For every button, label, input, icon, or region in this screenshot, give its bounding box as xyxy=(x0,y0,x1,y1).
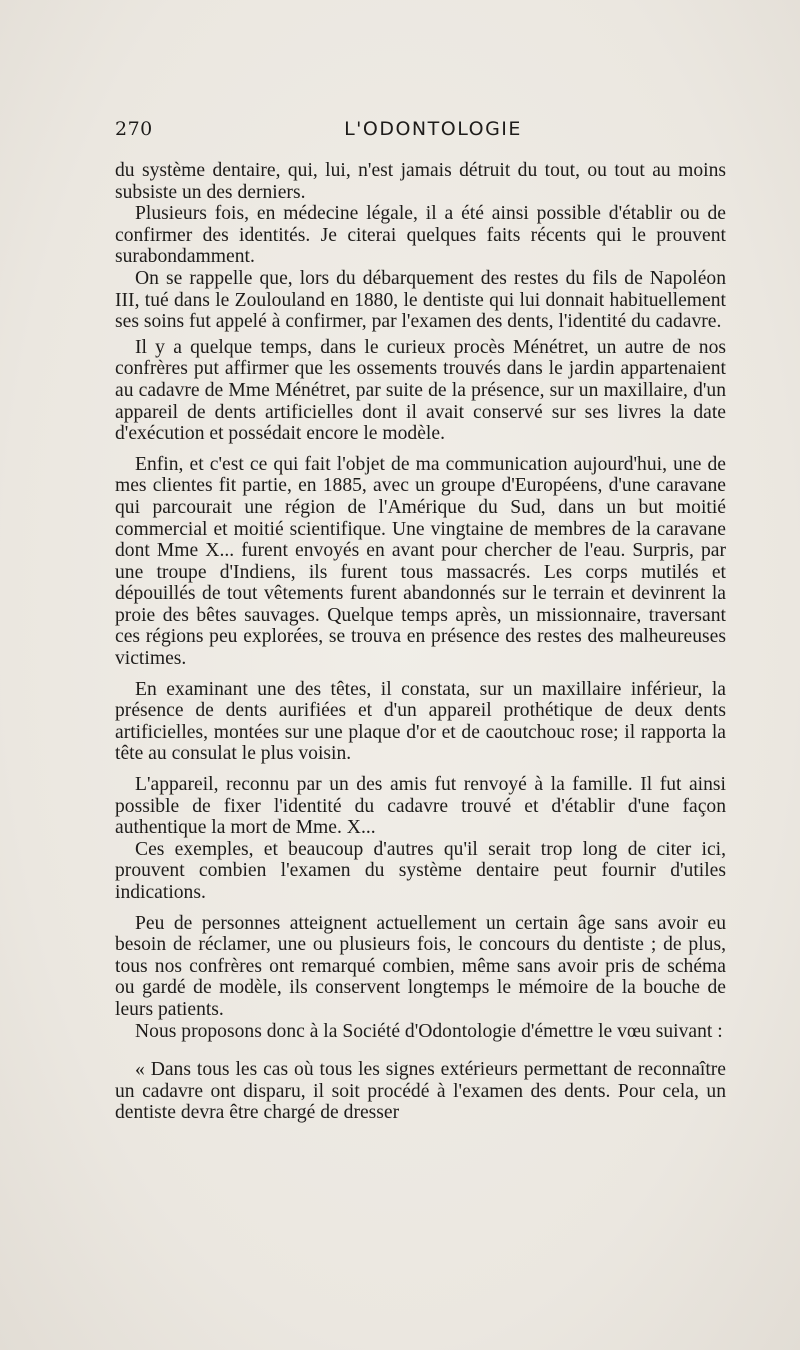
page-header xyxy=(115,118,726,148)
paragraph: Peu de personnes atteignent actuellement un certain âge sans avoir eu besoin de réclamer, une ou plusieurs fois, le concours du dentiste ; de plus, tous nos confrères ont remarqué combien, même sans avoir pris de schéma ou gardé de modèle, ils conservent longtemps le mémoire de la bouche de leurs patients. xyxy=(115,912,726,1020)
paragraph: On se rappelle que, lors du débarquement des restes du fils de Napoléon III, tué dans le Zoulouland en 1880, le dentiste qui lui donnait habituellement ses soins fut appelé à confirmer, par l'examen des dents, l'identité du cadavre. xyxy=(115,267,726,333)
paragraph: Plusieurs fois, en médecine légale, il a été ainsi possible d'établir ou de confirmer des identités. Je citerai quelques faits récents qui le prouvent surabondamment. xyxy=(115,203,726,268)
paragraph: L'appareil, reconnu par un des amis fut renvoyé à la famille. Il fut ainsi possible de fixer l'identité du cadavre trouvé et d'établir d'une façon authentique la mort de Mme. X... xyxy=(115,774,726,839)
paragraph: Nous proposons donc à la Société d'Odontologie d'émettre le vœu suivant : xyxy=(135,1020,723,1042)
page-number: 270 xyxy=(115,118,153,140)
body-text xyxy=(115,160,726,1124)
paragraph: Ces exemples, et beaucoup d'autres qu'il serait trop long de citer ici, prouvent combien l'examen du système dentaire peut fournir d'utiles indications. xyxy=(115,838,726,903)
paragraph: En examinant une des têtes, il constata, sur un maxillaire inférieur, la présence de dents aurifiées et d'un appareil prothétique de deux dents artificielles, montées sur une plaque d'or et de caoutchouc rose; il rapporta la tête au consulat le plus voisin. xyxy=(115,678,726,765)
paragraph: « Dans tous les cas où tous les signes extérieurs permettant de reconnaître un cadavre ont disparu, il soit procédé à l'examen des dents. Pour cela, un dentiste devra être chargé de dresser xyxy=(115,1059,726,1124)
running-title: L'ODONTOLOGIE xyxy=(344,118,522,140)
paragraph: Enfin, et c'est ce qui fait l'objet de ma communication aujourd'hui, une de mes clientes fit partie, en 1885, avec un groupe d'Européens, d'une caravane qui parcourait une région de l'Amérique du Sud, dans un but moitié commercial et moitié scientifique. Une vingtaine de membres de la caravane dont Mme X... furent envoyés en avant pour chercher de l'eau. Surpris, par une troupe d'Indiens, ils furent tous massacrés. Les corps mutilés et dépouillés de tout vêtements furent abandonnés sur le terrain et devinrent la proie des bêtes sauvages. Quelque temps après, un missionnaire, traversant ces régions peu explorées, se trouva en présence des restes des malheureuses victimes. xyxy=(115,453,726,670)
paragraph: du système dentaire, qui, lui, n'est jamais détruit du tout, ou tout au moins subsiste un des derniers. xyxy=(115,160,726,203)
paragraph: Il y a quelque temps, dans le curieux procès Ménétret, un autre de nos confrères put affirmer que les ossements trouvés dans le jardin appartenaient au cadavre de Mme Ménétret, par suite de la présence, sur un maxillaire, d'un appareil de dents artificielles dont il avait conservé sur ses livres la date d'exécution et possédait encore le modèle. xyxy=(115,336,726,445)
